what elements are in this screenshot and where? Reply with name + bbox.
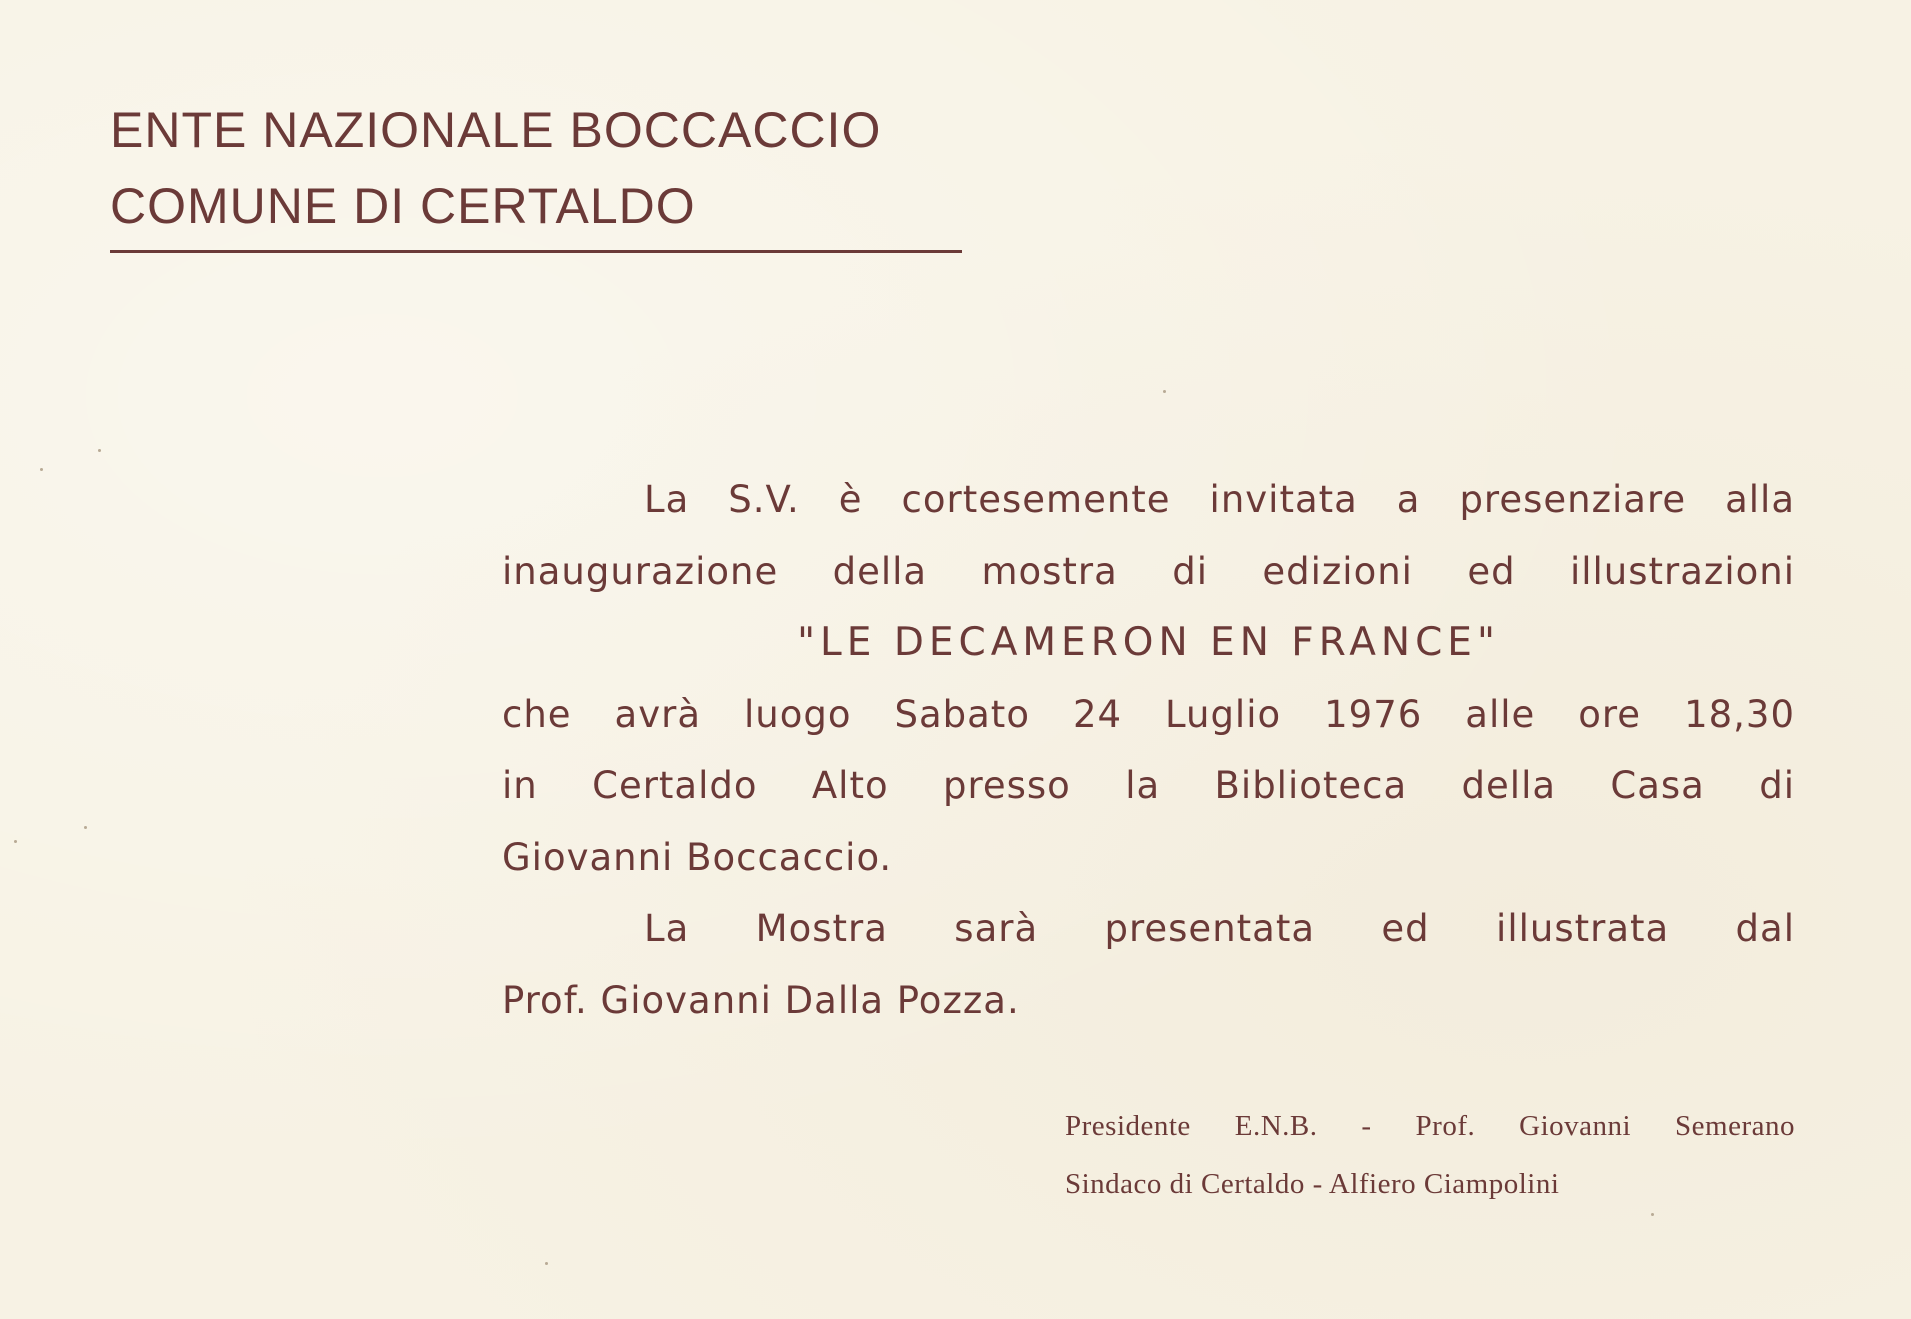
invitation-line-1: La S.V. è cortesemente invitata a presenziare alla (644, 478, 1795, 521)
letterhead-line-2: COMUNE DI CERTALDO (110, 178, 696, 234)
signature-block (1065, 1097, 1795, 1213)
letterhead (110, 92, 962, 253)
paper-speck (1163, 390, 1166, 393)
invitation-line-4: in Certaldo Alto presso la Biblioteca della Casa di (502, 764, 1795, 807)
invitation-body (502, 464, 1795, 1036)
paper-speck (84, 826, 87, 829)
letterhead-line-1: ENTE NAZIONALE BOCCACCIO (110, 102, 882, 158)
invitation-line-5: Giovanni Boccaccio. (502, 835, 893, 879)
exhibition-title: "LE DECAMERON EN FRANCE" (797, 620, 1500, 665)
paper-speck (40, 468, 43, 471)
invitation-line-7: Prof. Giovanni Dalla Pozza. (502, 978, 1020, 1022)
president-signature-line: Presidente E.N.B. - Prof. Giovanni Semerano (1065, 1110, 1795, 1142)
paper-speck (14, 840, 17, 843)
paper-speck (1651, 1213, 1654, 1216)
mayor-signature-line: Sindaco di Certaldo - Alfiero Ciampolini (1065, 1168, 1560, 1200)
paper-speck (545, 1262, 548, 1265)
paper-speck (98, 449, 101, 452)
invitation-line-3: che avrà luogo Sabato 24 Luglio 1976 alle ore 18,30 (502, 692, 1795, 736)
invitation-line-2: inaugurazione della mostra di edizioni ed illustrazioni (502, 549, 1795, 593)
invitation-line-6: La Mostra sarà presentata ed illustrata dal (644, 907, 1795, 950)
